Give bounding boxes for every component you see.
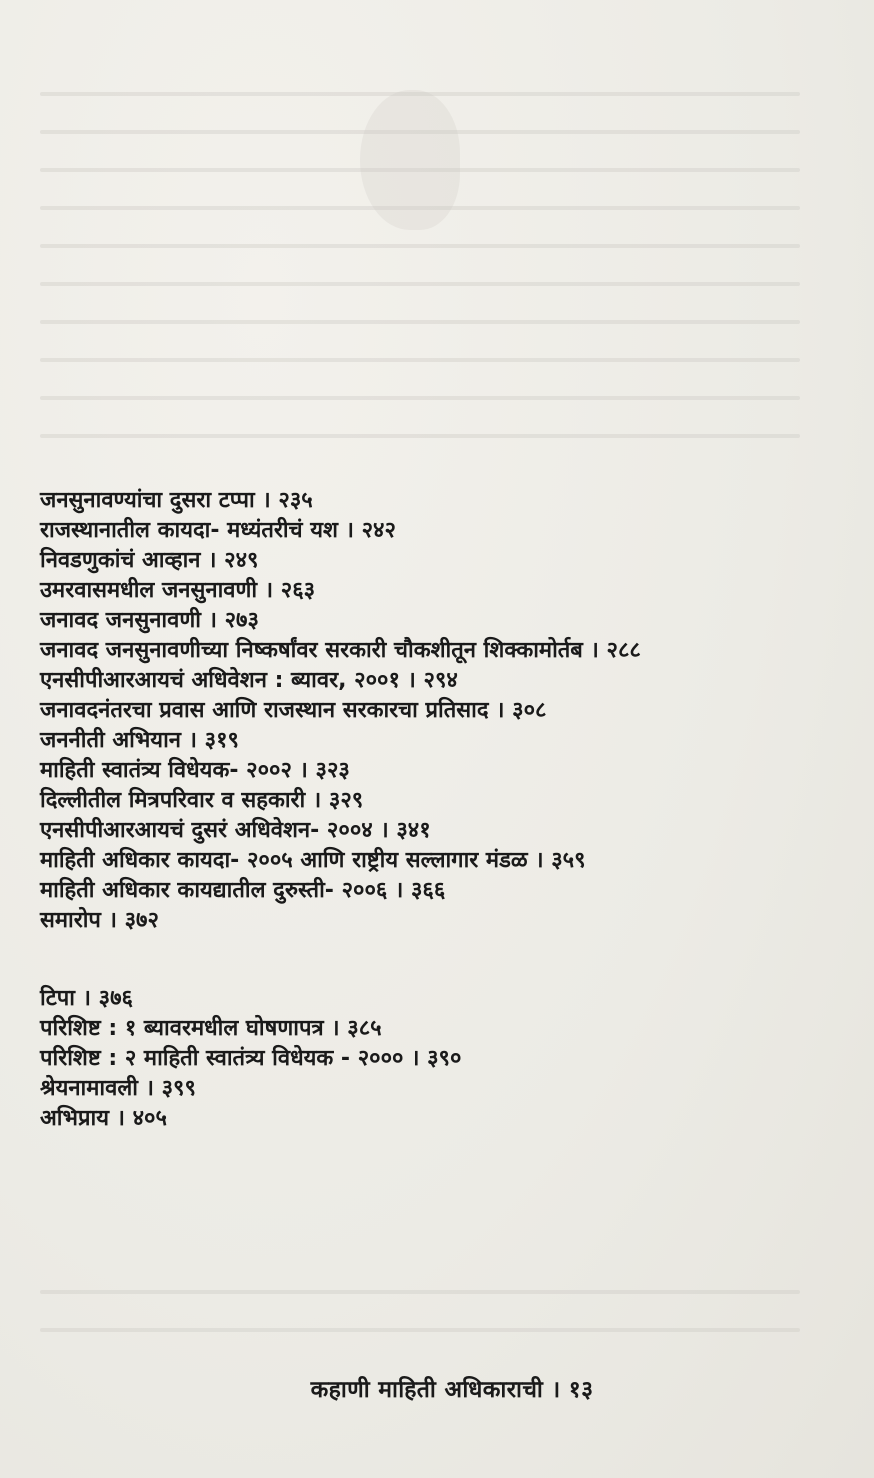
toc-back-matter-entry: परिशिष्ट : २ माहिती स्वातंत्र्य विधेयक - २००० । ३९० (40, 1046, 462, 1071)
toc-back-matter-entry: श्रेयनामावली । ३९९ (40, 1076, 196, 1101)
toc-entry: माहिती अधिकार कायदा- २००५ आणि राष्ट्रीय सल्लागार मंडळ । ३५९ (40, 848, 586, 873)
show-through-line (40, 1328, 800, 1332)
toc-back-matter-entry: टिपा । ३७६ (40, 986, 133, 1011)
toc-back-matter-entry: अभिप्राय । ४०५ (40, 1106, 167, 1131)
toc-entry: एनसीपीआरआयचं दुसरं अधिवेशन- २००४ । ३४१ (40, 818, 431, 843)
toc-entry: माहिती स्वातंत्र्य विधेयक- २००२ । ३२३ (40, 758, 350, 783)
show-through-line (40, 358, 800, 362)
show-through-line (40, 244, 800, 248)
show-through-line (40, 320, 800, 324)
toc-entry: निवडणुकांचं आव्हान । २४९ (40, 548, 259, 573)
table-of-contents (40, 486, 800, 1134)
toc-entry: जनावद जनसुनावणी । २७३ (40, 608, 259, 633)
toc-back-matter-entry: परिशिष्ट : १ ब्यावरमधील घोषणापत्र । ३८५ (40, 1016, 382, 1041)
toc-entry: जनावदनंतरचा प्रवास आणि राजस्थान सरकारचा प्रतिसाद । ३०८ (40, 698, 547, 723)
toc-entry: उमरवासमधील जनसुनावणी । २६३ (40, 578, 316, 603)
show-through-line (40, 282, 800, 286)
show-through-line (40, 168, 800, 172)
toc-entry: जनसुनावण्यांचा दुसरा टप्पा । २३५ (40, 488, 313, 513)
toc-entry: जनावद जनसुनावणीच्या निष्कर्षांवर सरकारी चौकशीतून शिक्कामोर्तब । २८८ (40, 638, 641, 663)
toc-entry: जननीती अभियान । ३१९ (40, 728, 239, 753)
running-footer: कहाणी माहिती अधिकाराची । १३ (310, 1377, 594, 1403)
show-through-line (40, 396, 800, 400)
toc-entry: एनसीपीआरआयचं अधिवेशन : ब्यावर, २००१ । २९४ (40, 668, 458, 693)
toc-entry: माहिती अधिकार कायद्यातील दुरुस्ती- २००६ । ३६६ (40, 878, 446, 903)
show-through-line (40, 1290, 800, 1294)
toc-entry: दिल्लीतील मित्रपरिवार व सहकारी । ३२९ (40, 788, 364, 813)
show-through-line (40, 92, 800, 96)
toc-entry: समारोप । ३७२ (40, 908, 159, 933)
show-through-line (40, 206, 800, 210)
show-through-line (40, 130, 800, 134)
toc-entry: राजस्थानातील कायदा- मध्यंतरीचं यश । २४२ (40, 518, 396, 543)
show-through-line (40, 434, 800, 438)
